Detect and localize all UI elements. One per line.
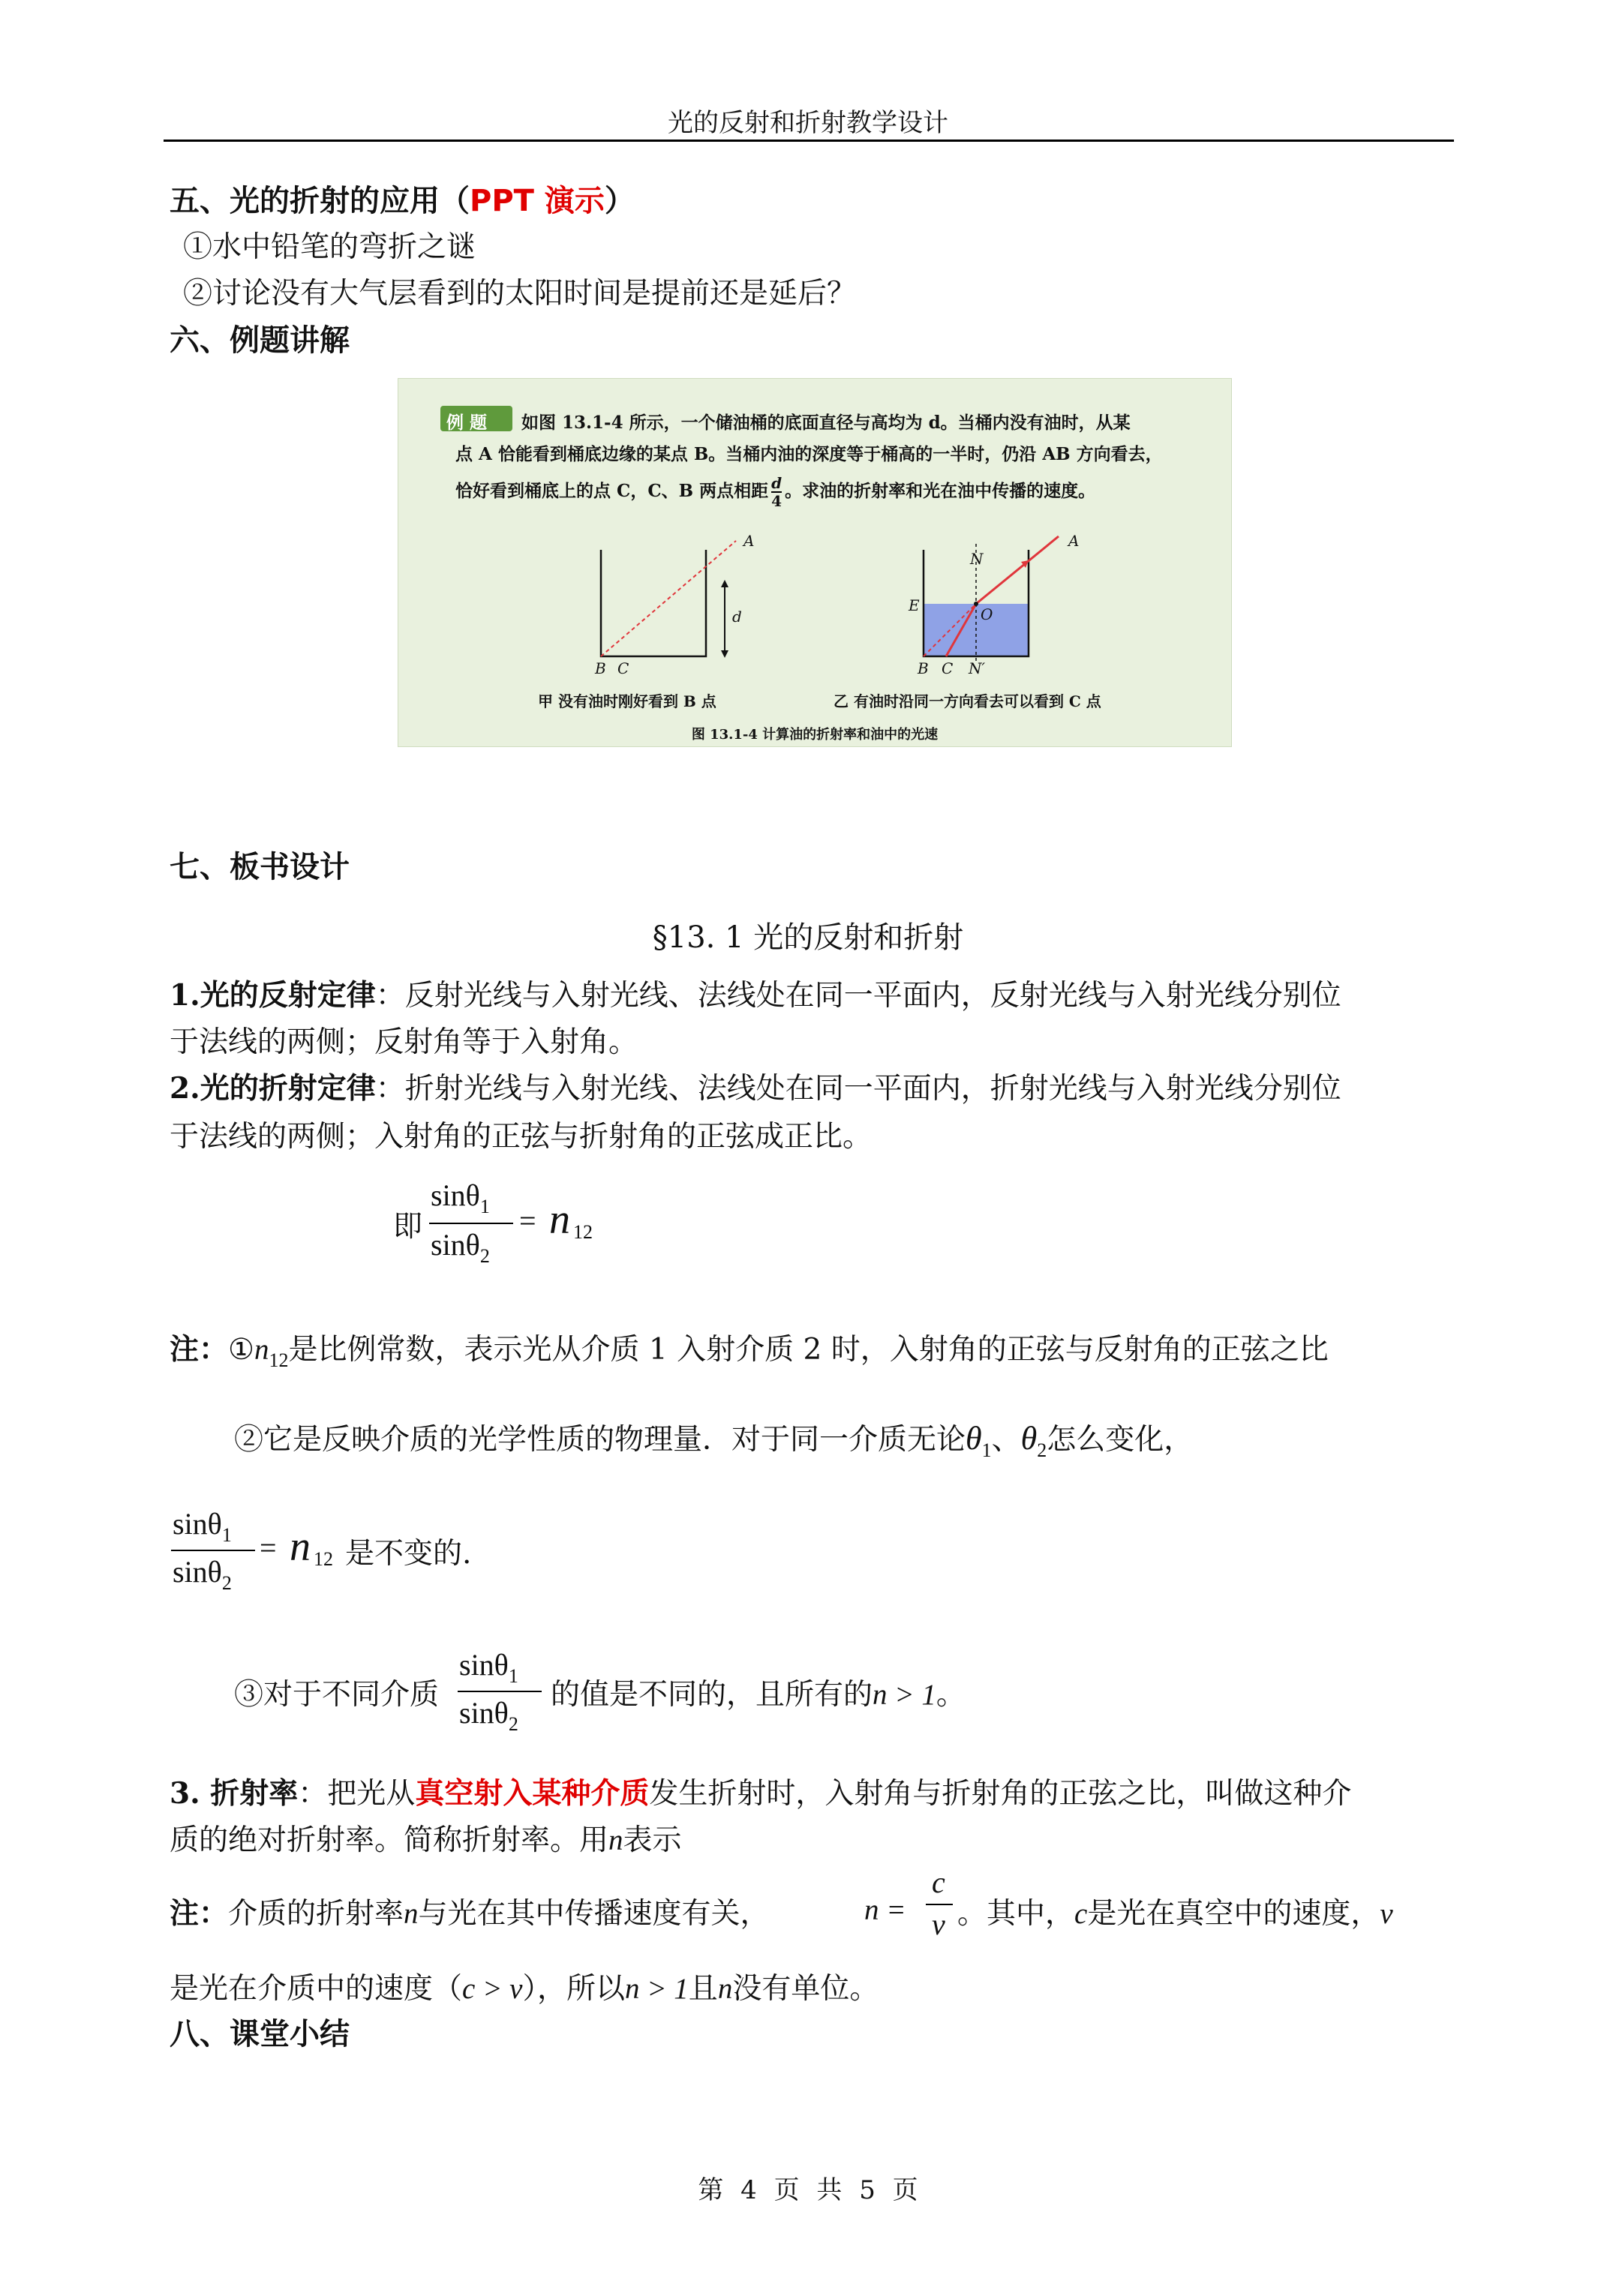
section-5-heading: 五、光的折射的应用（PPT 演示） — [170, 184, 635, 218]
refraction-law-line-2: 于法线的两侧；入射角的正弦与折射角的正弦成正比。 — [170, 1120, 873, 1154]
note-2: ②它是反映介质的光学性质的物理量．对于同一介质无论$\theta_1$、$\theta_2$怎么变化， — [234, 1420, 1194, 1461]
reflection-law-label: 1.光的反射定律 — [170, 978, 376, 1013]
height-arrow-up-icon — [721, 580, 728, 587]
example-line-1: 如图 13.1-4 所示，一个储油桶的底面直径与高均为 d。当桶内没有油时，从某 — [521, 413, 1131, 433]
ji-label: 即 — [393, 1210, 423, 1244]
refractive-index-line-1: 3. 折射率：把光从真空射入某种介质发生折射时，入射角与折射角的正弦之比，叫做这种介 — [170, 1776, 1352, 1811]
point-o — [974, 602, 978, 606]
reflection-law-line-2: 于法线的两侧；反射角等于入射角。 — [170, 1025, 638, 1059]
note-4-n-equals: n = — [864, 1894, 906, 1926]
refractive-index-line-2: 质的绝对折射率。简称折射率。用n表示 — [170, 1823, 682, 1857]
height-arrow-down-icon — [721, 650, 728, 658]
note-4-line-1a: 注：介质的折射率n与光在其中传播速度有关， — [170, 1896, 770, 1931]
label-c-left: C — [617, 659, 629, 677]
example-line-3: 恰好看到桶底上的点 C，C、B 两点相距 $\frac{d}{4}$ 。求油的折射率和光在油中传播的速度。 — [455, 474, 1096, 510]
refracted-ray-out — [976, 536, 1059, 604]
page-footer: 第 4 页 共 5 页 — [698, 2175, 918, 2205]
ppt-demo-label: PPT 演示 — [470, 184, 605, 218]
snell-n-subscript: 12 — [573, 1221, 593, 1243]
example-line-2: 点 A 恰能看到桶底边缘的某点 B。当桶内油的深度等于桶高的一半时，仍沿 AB 方向看去， — [455, 444, 1163, 464]
caption-left: 甲 没有油时刚好看到 B 点 — [538, 692, 716, 710]
example-tag-label: 例 题 — [446, 413, 488, 433]
diagram-with-oil — [909, 529, 1104, 679]
header-divider — [164, 140, 1454, 142]
label-o: O — [981, 605, 993, 623]
empty-bucket — [601, 550, 706, 656]
note-4-line-2: 是光在介质中的速度（c > v），所以n > 1且n没有单位。 — [170, 1972, 879, 2006]
section-5-item-1: ①水中铅笔的弯折之谜 — [183, 230, 476, 264]
caption-right: 乙 有油时沿同一方向看去可以看到 C 点 — [834, 692, 1101, 710]
note-3-suffix: 的值是不同的，且所有的n > 1。 — [551, 1678, 966, 1712]
label-b-left: B — [595, 659, 606, 677]
section-8-heading: 八、课堂小结 — [170, 2017, 350, 2051]
sight-line-ab — [601, 541, 736, 656]
note-2-equals: = — [260, 1531, 277, 1565]
label-b-right: B — [918, 659, 929, 677]
label-n: N — [970, 550, 984, 568]
section-5-heading-text: 五、光的折射的应用（ — [170, 184, 470, 218]
label-c-right: C — [942, 659, 954, 677]
board-title: §13. 1 光的反射和折射 — [652, 920, 964, 955]
label-e: E — [909, 596, 920, 614]
snell-n: n — [549, 1196, 570, 1243]
note-2-n-subscript: 12 — [314, 1548, 333, 1570]
note-4-line-1b: 。其中，c是光在真空中的速度，v — [957, 1897, 1393, 1931]
reflection-law-line-1: 1.光的反射定律：反射光线与入射光线、法线处在同一平面内，反射光线与入射光线分别位 — [170, 978, 1341, 1013]
refraction-law-line-1: 2.光的折射定律：折射光线与入射光线、法线处在同一平面内，折射光线与入射光线分别位 — [170, 1071, 1341, 1106]
label-a-left: A — [743, 532, 755, 550]
refraction-law-label: 2.光的折射定律 — [170, 1071, 376, 1106]
section-7-heading: 七、板书设计 — [170, 850, 350, 884]
refractive-index-label: 3. 折射率 — [170, 1776, 299, 1811]
section-5-item-2: ②讨论没有大气层看到的太阳时间是提前还是延后？ — [183, 277, 857, 311]
label-d: d — [732, 608, 742, 626]
label-n-prime: N′ — [969, 659, 986, 677]
note-2-line-2: 是不变的. — [345, 1537, 472, 1571]
snell-equals: = — [519, 1204, 536, 1238]
vacuum-to-medium-highlight: 真空射入某种介质 — [415, 1776, 650, 1811]
note-2-n: n — [290, 1523, 311, 1570]
diagram-no-oil — [586, 529, 781, 679]
page-header-title: 光的反射和折射教学设计 — [668, 108, 948, 138]
label-a-right: A — [1068, 532, 1080, 550]
note-1: 注：$①n_{12}$是比例常数，表示光从介质 1 入射介质 2 时，入射角的正弦与反射角的正弦之比 — [170, 1332, 1329, 1371]
section-6-heading: 六、例题讲解 — [170, 323, 350, 358]
figure-caption: 图 13.1-4 计算油的折射率和油中的光速 — [691, 727, 939, 743]
example-figure — [398, 378, 1232, 747]
note-3-prefix: ③对于不同介质 — [234, 1678, 440, 1712]
